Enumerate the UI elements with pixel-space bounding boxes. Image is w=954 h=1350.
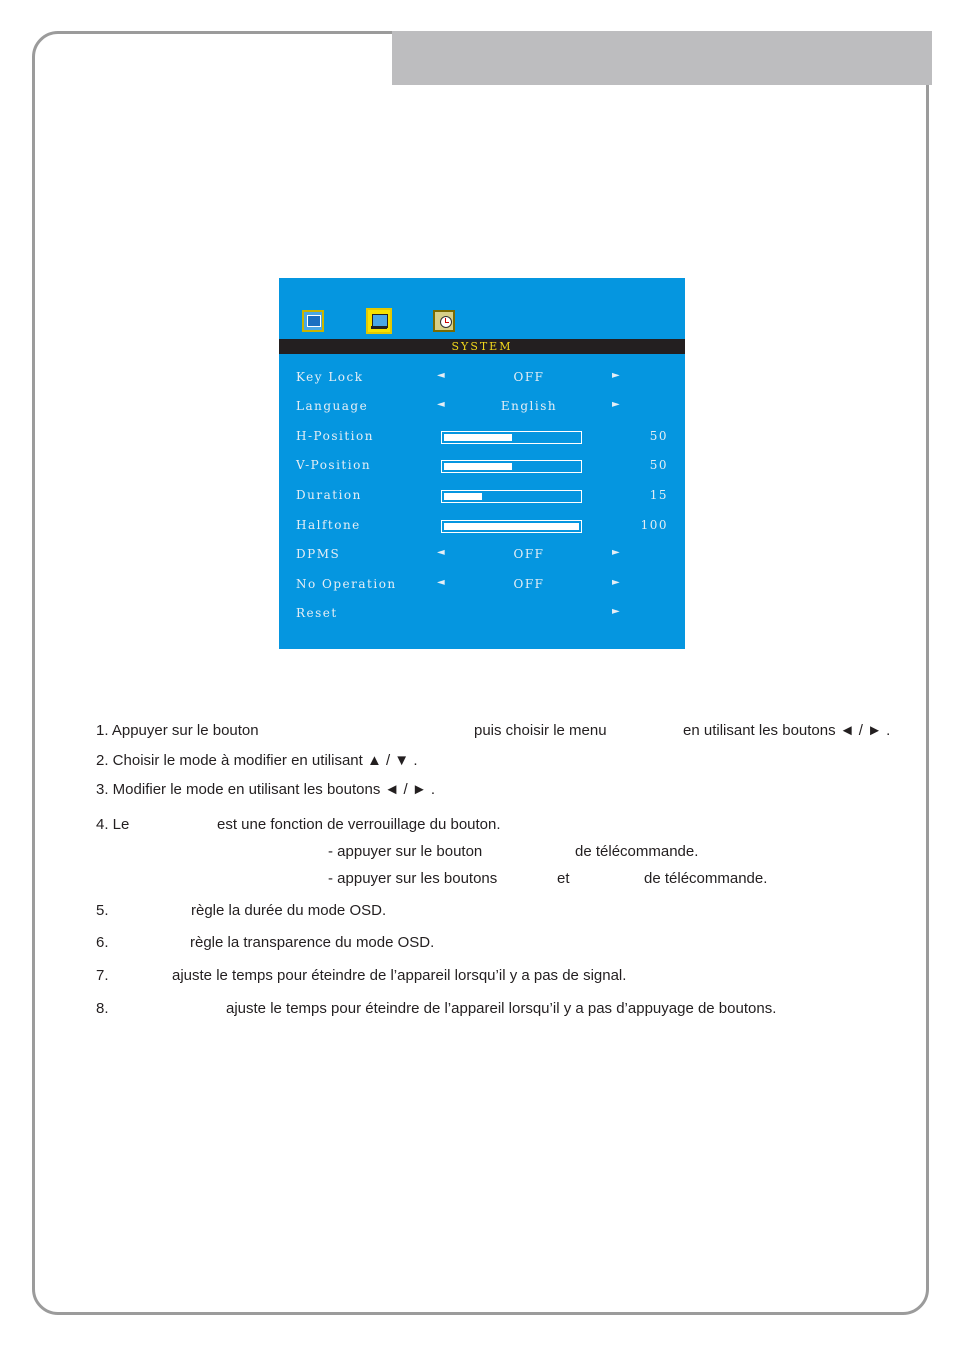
right-arrow-icon[interactable]: ► <box>612 577 622 588</box>
row-number: 50 <box>649 429 668 443</box>
left-arrow-icon[interactable]: ◄ <box>437 547 447 558</box>
step-number: 7. <box>96 967 109 984</box>
osd-row-v-position[interactable] <box>279 458 685 478</box>
row-number: 50 <box>649 458 668 472</box>
osd-menu <box>279 278 685 649</box>
level-fill <box>444 434 512 441</box>
level-bar[interactable] <box>441 490 582 503</box>
osd-row-dpms[interactable] <box>279 547 685 567</box>
step-text: règle la transparence du mode OSD. <box>190 934 435 951</box>
step-text: de télécommande. <box>575 843 699 860</box>
step-text: et <box>557 870 570 887</box>
osd-row-halftone[interactable] <box>279 518 685 538</box>
right-arrow-icon[interactable]: ► <box>612 606 622 617</box>
clock-icon[interactable] <box>433 310 455 332</box>
step-number: 6. <box>96 934 109 951</box>
row-label: Halftone <box>296 518 361 532</box>
row-label: No Operation <box>296 577 397 591</box>
row-value: OFF <box>513 547 545 561</box>
level-bar[interactable] <box>441 431 582 444</box>
left-arrow-icon[interactable]: ◄ <box>437 577 447 588</box>
level-fill <box>444 463 512 470</box>
instruction-step-3: 3. Modifier le mode en utilisant les boutons ◄ / ► . <box>96 781 436 798</box>
page-frame <box>32 31 929 1315</box>
right-arrow-icon[interactable]: ► <box>612 370 622 381</box>
left-arrow-icon[interactable]: ◄ <box>437 399 447 410</box>
step-text: en utilisant les boutons ◄ / ► . <box>683 722 891 739</box>
osd-row-duration[interactable] <box>279 488 685 508</box>
level-bar[interactable] <box>441 520 582 533</box>
osd-row-reset[interactable] <box>279 606 685 626</box>
step-text: - appuyer sur les boutons <box>328 870 498 887</box>
row-value: OFF <box>513 370 545 384</box>
osd-row-h-position[interactable] <box>279 429 685 449</box>
level-fill <box>444 523 579 530</box>
step-number: 5. <box>96 902 109 919</box>
osd-row-no-operation[interactable] <box>279 577 685 597</box>
pc-icon[interactable] <box>302 310 324 332</box>
level-bar[interactable] <box>441 460 582 473</box>
step-text: - appuyer sur le bouton <box>328 843 483 860</box>
system-icon[interactable] <box>366 308 392 334</box>
row-label: Key Lock <box>296 370 364 384</box>
osd-title: SYSTEM <box>279 339 685 354</box>
row-label: DPMS <box>296 547 341 561</box>
row-label: Reset <box>296 606 338 620</box>
header-bar <box>392 31 932 85</box>
row-label: Language <box>296 399 369 413</box>
step-text: ajuste le temps pour éteindre de l’appareil lorsqu’il y a pas de signal. <box>172 967 627 984</box>
osd-row-language[interactable] <box>279 399 685 419</box>
row-number: 100 <box>640 518 668 532</box>
step-text: est une fonction de verrouillage du bouton. <box>217 816 501 833</box>
step-number: 8. <box>96 1000 109 1017</box>
row-label: H-Position <box>296 429 374 443</box>
step-text: puis choisir le menu <box>474 722 607 739</box>
right-arrow-icon[interactable]: ► <box>612 399 622 410</box>
step-text: ajuste le temps pour éteindre de l’appareil lorsqu’il y a pas d’appuyage de boutons. <box>226 1000 777 1017</box>
instruction-step-2: 2. Choisir le mode à modifier en utilisant ▲ / ▼ . <box>96 752 418 769</box>
osd-row-key-lock[interactable] <box>279 370 685 390</box>
step-text: 1. Appuyer sur le bouton <box>96 722 259 739</box>
row-value: English <box>500 399 558 413</box>
step-text: règle la durée du mode OSD. <box>191 902 387 919</box>
level-fill <box>444 493 482 500</box>
right-arrow-icon[interactable]: ► <box>612 547 622 558</box>
left-arrow-icon[interactable]: ◄ <box>437 370 447 381</box>
row-label: V-Position <box>296 458 372 472</box>
row-value: OFF <box>513 577 545 591</box>
step-text: 4. Le <box>96 816 130 833</box>
row-number: 15 <box>649 488 668 502</box>
step-text: de télécommande. <box>644 870 768 887</box>
row-label: Duration <box>296 488 362 502</box>
